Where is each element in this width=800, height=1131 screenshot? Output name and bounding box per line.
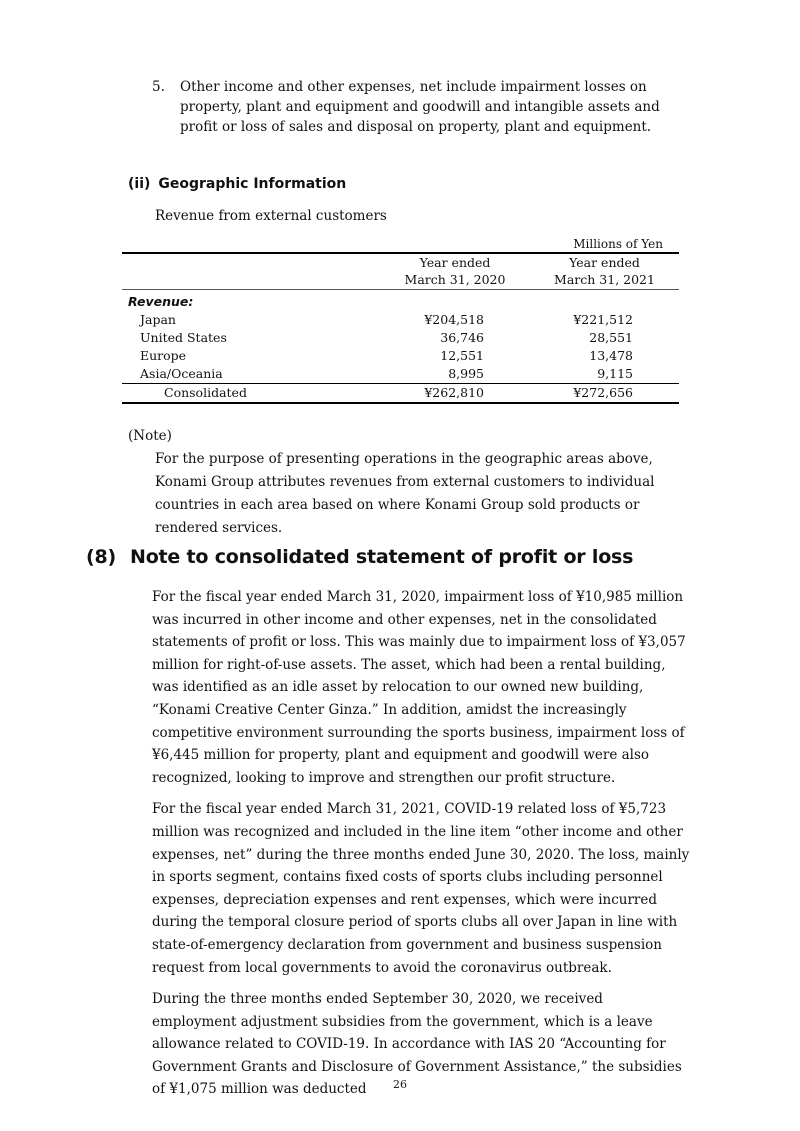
header-2020-line2: March 31, 2020 <box>380 271 530 290</box>
section-row <box>122 290 679 312</box>
header-blank <box>122 253 380 271</box>
section-heading <box>86 546 633 568</box>
table-row <box>122 311 679 329</box>
table-note <box>128 426 688 540</box>
subsection-number: (ii) <box>128 176 151 192</box>
page-number: 26 <box>393 1078 407 1091</box>
paragraph: For the fiscal year ended March 31, 2020, impairment loss of ¥10,985 million was incurred in other income and other expenses, net in the consolidated statements of profit or loss. This was mainly due to impairment loss of ¥3,057 million for right-of-use assets. The asset, which had been a rental building, was identified as an idle asset by relocation to our owned new building, “Konami Creative Center Ginza.” In addition, amidst the increasingly competitive environment surrounding the sports business, impairment loss of ¥6,445 million for property, plant and equipment and goodwill were also recognized, looking to improve and strengthen our profit structure. <box>152 589 686 786</box>
value-2020: 12,551 <box>440 348 484 363</box>
header-2021-line1: Year ended <box>530 253 679 271</box>
paragraph: For the fiscal year ended March 31, 2021, COVID-19 related loss of ¥5,723 million was recognized and included in the line item “other income and other expenses, net” during the three months ended June 30, 2020. The loss, mainly in sports segment, contains fixed costs of sports clubs including personnel expenses, depreciation expenses and rent expenses, which were incurred during the temporal closure period of sports clubs all over Japan in line with state-of-emergency declaration from government and business suspension request from local governments to avoid the coronavirus outbreak. <box>152 801 690 976</box>
value-2021: ¥221,512 <box>573 312 633 327</box>
revenue-table-container <box>122 236 679 404</box>
header-2020-line1: Year ended <box>380 253 530 271</box>
footnote-5 <box>152 77 692 137</box>
region-label: Europe <box>140 348 187 363</box>
table-row <box>122 329 679 347</box>
total-2020: ¥262,810 <box>380 384 530 404</box>
value-2020: 8,995 <box>448 366 484 381</box>
note-label: (Note) <box>128 428 172 444</box>
value-2021: 9,115 <box>597 366 633 381</box>
region-label: Asia/Oceania <box>140 366 223 381</box>
region-label: Japan <box>140 312 176 327</box>
header-2021-line2: March 31, 2021 <box>530 271 679 290</box>
footnote-text: Other income and other expenses, net include impairment losses on property, plant and equipment and goodwill and intangible assets and profit or loss of sales and disposal on property, plant and equipment. <box>180 79 660 135</box>
header-blank <box>122 271 380 290</box>
value-2021: 28,551 <box>589 330 633 345</box>
value-2021: 13,478 <box>589 348 633 363</box>
total-2021: ¥272,656 <box>530 384 679 404</box>
section-title: Note to consolidated statement of profit or loss <box>130 546 634 568</box>
total-label: Consolidated <box>122 384 380 404</box>
footnote-number: 5. <box>152 79 165 95</box>
units-label: Millions of Yen <box>573 237 663 251</box>
table-caption: Revenue from external customers <box>155 208 387 224</box>
note-text: For the purpose of presenting operations in the geographic areas above, Konami Group attributes revenues from external customers to individual countries in each area based on where Konami Group sold products or rendered services. <box>155 451 655 536</box>
section-body <box>152 586 690 1110</box>
total-row <box>122 384 679 404</box>
region-label: United States <box>140 330 227 345</box>
table-row <box>122 365 679 384</box>
paragraph: During the three months ended September 30, 2020, we received employment adjustment subsidies from the government, which is a leave allowance related to COVID-19. In accordance with IAS 20 “Accounting for Government Grants and Disclosure of Government Assistance,” the subsidies of ¥1,075 million was deducted <box>152 991 682 1098</box>
revenue-table <box>122 252 679 404</box>
revenue-section-label: Revenue: <box>128 294 194 309</box>
value-2020: ¥204,518 <box>424 312 484 327</box>
section-number: (8) <box>86 546 116 568</box>
subsection-title: Geographic Information <box>158 176 347 192</box>
value-2020: 36,746 <box>440 330 484 345</box>
geographic-heading <box>128 176 346 192</box>
table-row <box>122 347 679 365</box>
